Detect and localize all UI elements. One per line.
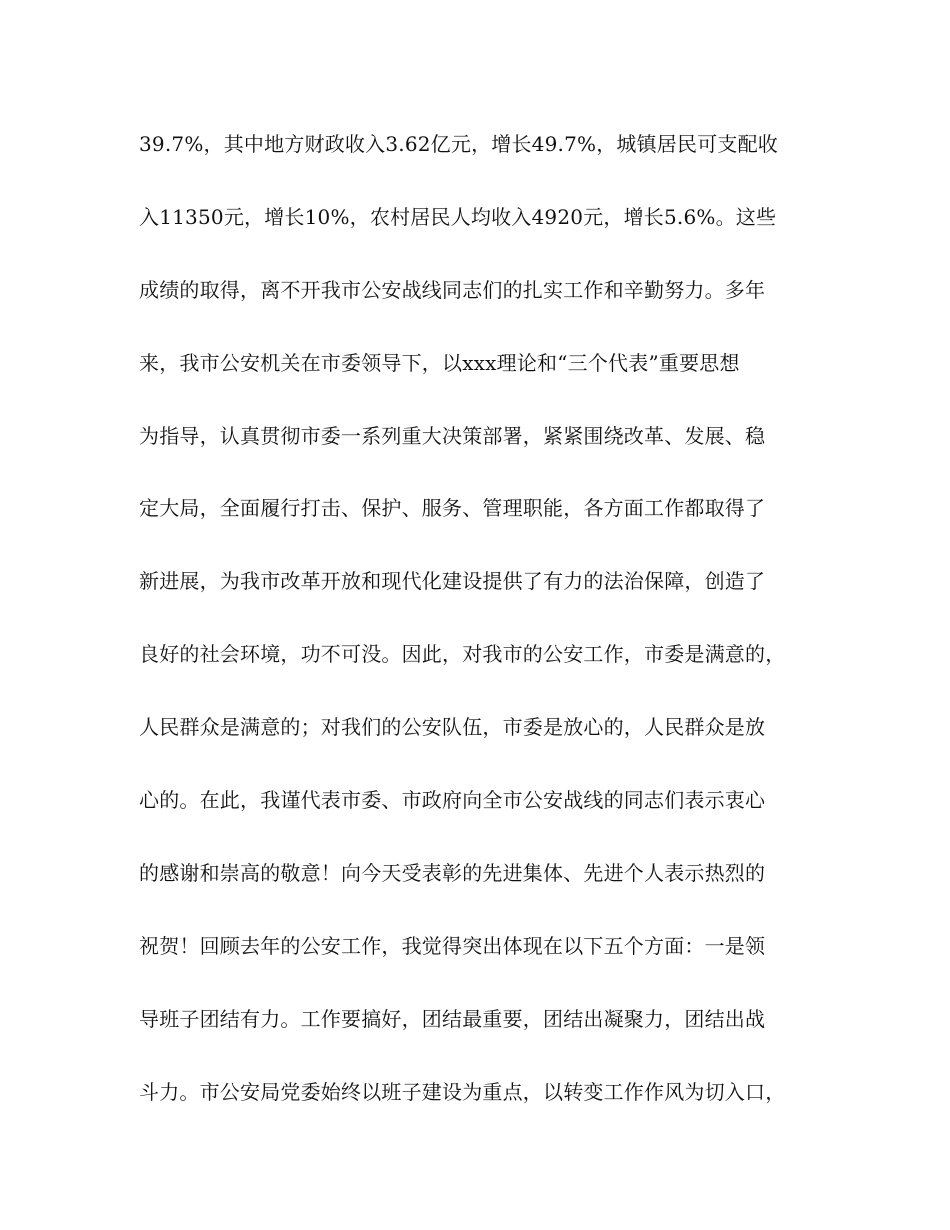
text-line: 39.7%，其中地方财政收入3.62亿元，增长49.7%，城镇居民可支配收 [139, 132, 779, 156]
text-line: 为指导，认真贯彻市委一系列重大决策部署，紧紧围绕改革、发展、稳 [139, 423, 766, 448]
text-line: 成绩的取得，离不开我市公安战线同志们的扎实工作和辛勤努力。多年 [139, 277, 766, 302]
text-line: 人民群众是满意的；对我们的公安队伍，市委是放心的，人民群众是放 [139, 715, 766, 740]
text-line: 斗力。市公安局党委始终以班子建设为重点，以转变工作作风为切入口， [139, 1079, 786, 1104]
text-line: 祝贺！回顾去年的公安工作，我觉得突出体现在以下五个方面：一是领 [139, 933, 766, 958]
text-line: 心的。在此，我谨代表市委、市政府向全市公安战线的同志们表示衷心 [139, 788, 766, 813]
text-line: 良好的社会环境，功不可没。因此，对我市的公安工作，市委是满意的， [139, 642, 786, 667]
text-line: 的感谢和崇高的敬意！向今天受表彰的先进集体、先进个人表示热烈的 [139, 860, 766, 885]
text-line: 入11350元，增长10%，农村居民人均收入4920元，增长5.6%。这些 [139, 204, 777, 229]
text-line: 新进展，为我市改革开放和现代化建设提供了有力的法治保障，创造了 [139, 569, 766, 594]
text-line: 定大局，全面履行打击、保护、服务、管理职能，各方面工作都取得了 [139, 496, 766, 521]
body-paragraph [139, 126, 839, 1146]
text-line: 来，我市公安机关在市委领导下，以xxx理论和“三个代表”重要思想 [139, 350, 740, 375]
text-line: 导班子团结有力。工作要搞好，团结最重要，团结出凝聚力，团结出战 [139, 1006, 766, 1031]
